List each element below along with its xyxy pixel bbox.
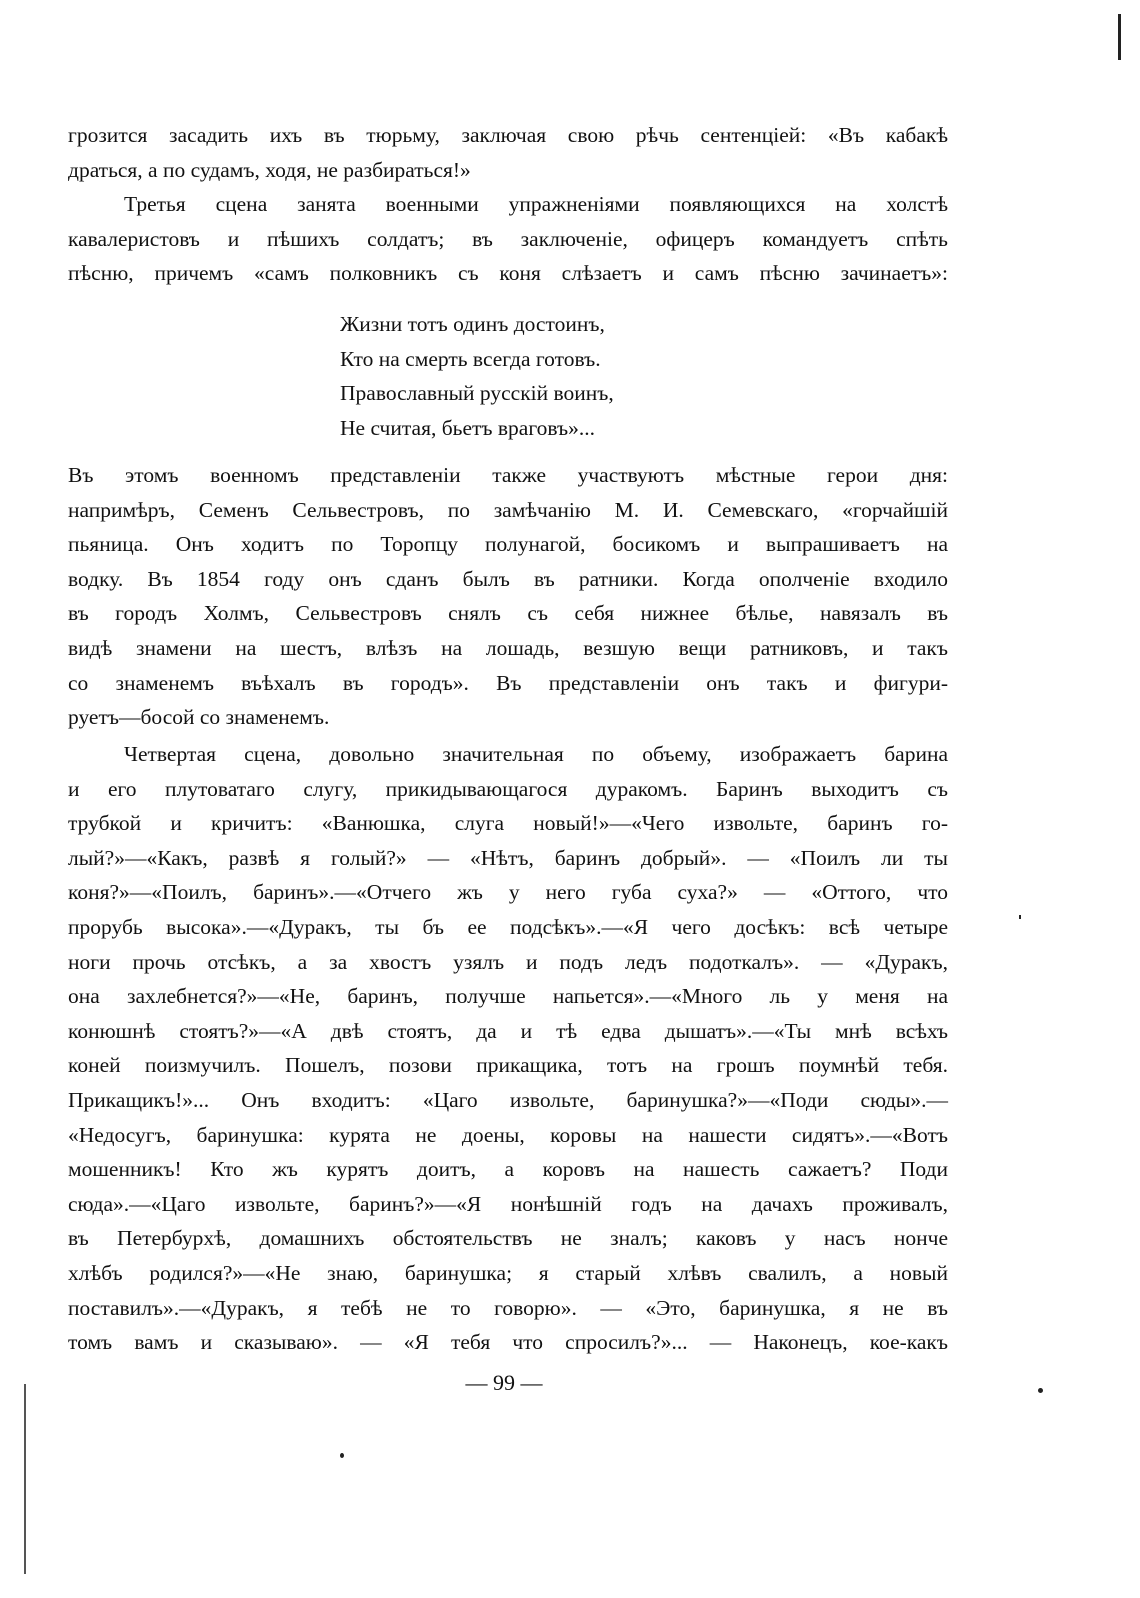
scan-speck (1019, 915, 1021, 919)
text-line: и его плутоватаго слугу, прикидывающагося дуракомъ. Баринъ выходитъ съ (68, 776, 948, 801)
text-line: въ Петербурхѣ, домашнихъ обстоятельствъ не зналъ; каковъ у насъ нонче (68, 1226, 948, 1251)
text-line: она захлебнется?»—«Не, баринъ, получше напьется».—«Много ль у меня на (68, 984, 948, 1009)
paragraph-local-heroes (68, 458, 948, 735)
text-line: ноги прочь отсѣкъ, а за хвостъ узялъ и подъ ледъ подоткалъ». — «Дуракъ, (68, 949, 948, 974)
song-verse (340, 307, 760, 445)
scan-speck (1038, 1388, 1043, 1393)
verse-line: Кто на смерть всегда готовъ. (340, 346, 601, 371)
scan-speck (340, 1453, 344, 1458)
text-line: кавалеристовъ и пѣшихъ солдатъ; въ заключеніе, офицеръ командуетъ спѣть (68, 226, 948, 251)
text-line: лый?»—«Какъ, развѣ я голый?» — «Нѣтъ, баринъ добрый». — «Поилъ ли ты (68, 845, 948, 870)
text-line: мошенникъ! Кто жъ курятъ доитъ, а коровъ на нашесть сажаетъ? Поди (68, 1157, 948, 1182)
text-line: томъ вамъ и сказываю». — «Я тебя что спросилъ?»... — Наконецъ, кое-какъ (68, 1330, 948, 1355)
paragraph-continuation (68, 118, 948, 187)
text-line: коня?»—«Поилъ, баринъ».—«Отчего жъ у него губа суха?» — «Оттого, что (68, 880, 948, 905)
verse-line: Не считая, бьетъ враговъ»... (340, 415, 595, 440)
paragraph-third-scene (68, 187, 948, 291)
text-line: пѣсню, причемъ «самъ полковникъ съ коня слѣзаетъ и самъ пѣсню зачинаетъ»: (68, 261, 948, 286)
text-line: конюшнѣ стоятъ?»—«А двѣ стоятъ, да и тѣ едва дышатъ».—«Ты мнѣ всѣхъ (68, 1018, 948, 1043)
text-line: въ городъ Холмъ, Сельвестровъ снялъ съ себя нижнее бѣлье, навязалъ въ (68, 601, 948, 626)
text-line: Третья сцена занята военными упражненіями появляющихся на холстѣ (124, 192, 948, 216)
text-line: трубкой и кричитъ: «Ванюшка, слуга новый!»—«Чего извольте, баринъ го- (68, 811, 948, 836)
text-line: водку. Въ 1854 году онъ сданъ былъ въ ратники. Когда ополченіе входило (68, 566, 948, 591)
paragraph-fourth-scene (68, 737, 948, 1360)
verse-line: Жизни тотъ одинъ достоинъ, (340, 312, 605, 336)
verse-line: Православный русскій воинъ, (340, 381, 614, 406)
scan-edge-mark (1118, 14, 1121, 60)
text-line: Четвертая сцена, довольно значительная по объему, изображаетъ барина (124, 742, 948, 766)
text-line: поставилъ».—«Дуракъ, я тебѣ не то говорю». — «Это, баринушка, я не въ (68, 1295, 948, 1320)
text-line: коней поизмучилъ. Пошелъ, позови прикащика, тотъ на грошъ поумнѣй тебя. (68, 1053, 948, 1078)
text-line: хлѣбъ родился?»—«Не знаю, баринушка; я старый хлѣвъ свалилъ, а новый (68, 1260, 948, 1285)
text-line: видѣ знамени на шестъ, влѣзъ на лошадь, везшую вещи ратниковъ, и такъ (68, 635, 948, 660)
text-line: Въ этомъ военномъ представленіи также участвуютъ мѣстные герои дня: (68, 463, 948, 487)
text-line: Прикащикъ!»... Онъ входитъ: «Цаго извольте, баринушка?»—«Поди сюды».— (68, 1087, 948, 1112)
page-number: — 99 — (465, 1370, 543, 1395)
text-line: руетъ—босой со знаменемъ. (68, 705, 330, 730)
text-line: напримѣръ, Семенъ Сельвестровъ, по замѣчанію М. И. Семевскаго, «горчайшій (68, 497, 948, 522)
text-line: прорубь высока».—«Дуракъ, ты бъ ее подсѣкъ».—«Я чего досѣкъ: всѣ четыре (68, 914, 948, 939)
scan-edge-mark (24, 1384, 26, 1574)
text-line: сюда».—«Цаго извольте, баринъ?»—«Я нонѣшній годъ на дачахъ проживалъ, (68, 1191, 948, 1216)
text-line: пьяница. Онъ ходитъ по Торопцу полунагой, босикомъ и выпрашиваетъ на (68, 532, 948, 557)
text-line: со знаменемъ въѣхалъ въ городъ». Въ представленіи онъ такъ и фигури- (68, 670, 948, 695)
text-line: грозится засадить ихъ въ тюрьму, заключая свою рѣчь сентенціей: «Въ кабакѣ (68, 123, 948, 147)
text-line: драться, а по судамъ, ходя, не разбираться!» (68, 157, 471, 182)
text-line: «Недосугъ, баринушка: курята не доены, коровы на нашести сидятъ».—«Вотъ (68, 1122, 948, 1147)
